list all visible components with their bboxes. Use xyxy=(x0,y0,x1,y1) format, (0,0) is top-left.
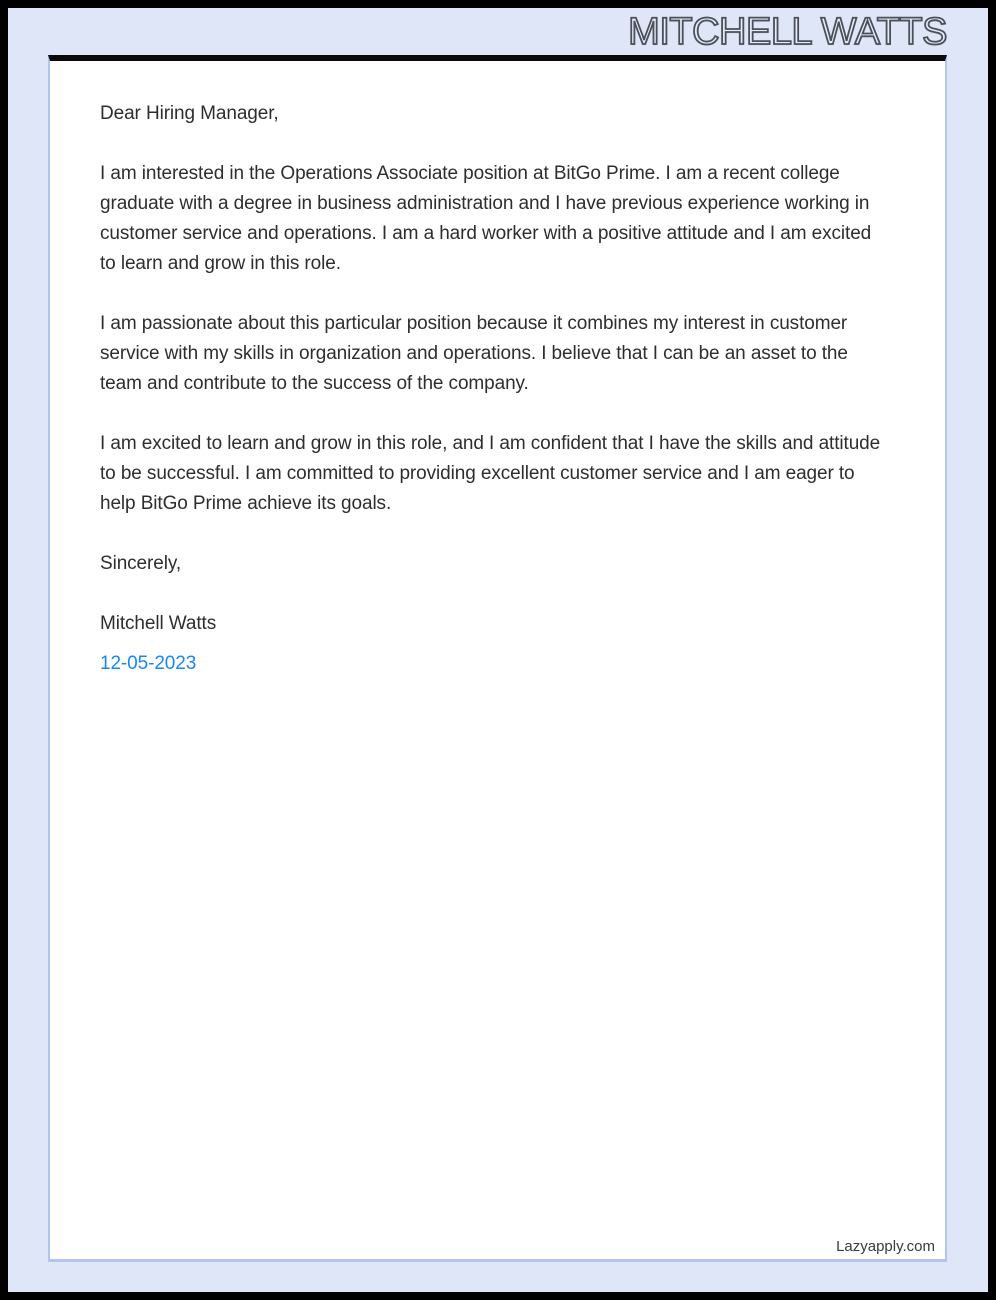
brand-watermark: Lazyapply.com xyxy=(836,1238,935,1255)
applicant-name-heading: MITCHELL WATTS xyxy=(628,11,947,53)
letter-body xyxy=(50,61,945,679)
closing: Sincerely, xyxy=(100,553,182,574)
letter-paragraph: I am passionate about this particular position because it combines my interest in customer service with my skills in organization and operations. I believe that I can be an asset to the team and contribute to the success of the company. xyxy=(100,313,848,394)
salutation: Dear Hiring Manager, xyxy=(100,103,279,124)
signature-name: Mitchell Watts xyxy=(100,613,217,634)
letter-date: 12-05-2023 xyxy=(100,653,197,674)
letter-sheet xyxy=(48,55,947,1262)
letter-paragraph: I am excited to learn and grow in this role, and I am confident that I have the skills and attitude to be successful. I am committed to providing excellent customer service and I am eager to help BitGo Prime achieve its goals. xyxy=(100,433,881,514)
page-header xyxy=(48,9,947,55)
letter-paragraph: I am interested in the Operations Associate position at BitGo Prime. I am a recent college graduate with a degree in business administration and I have previous experience working in customer service and operations. I am a hard worker with a positive attitude and I am excited to learn and grow in this role. xyxy=(100,163,872,274)
